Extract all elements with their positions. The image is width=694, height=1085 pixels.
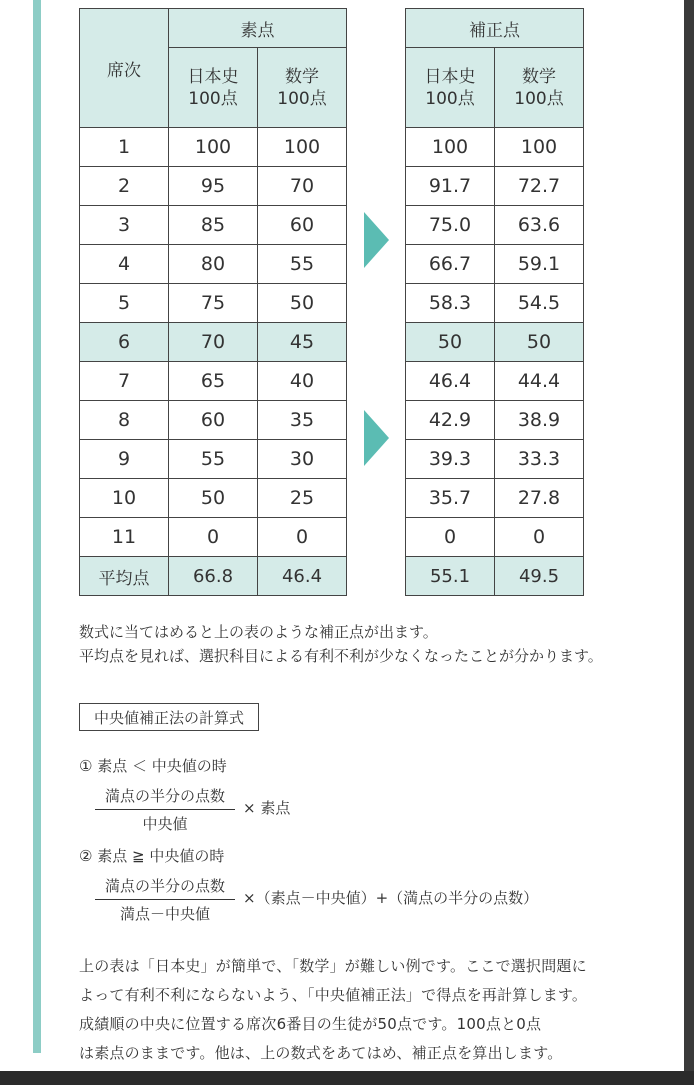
rank-cell: 6 [80, 323, 169, 362]
raw-japanese-history-cell: 100 [169, 128, 258, 167]
corrected-japanese-history-cell: 58.3 [406, 284, 495, 323]
table-row [80, 206, 584, 245]
raw-japanese-history-cell: 95 [169, 167, 258, 206]
case1-condition: ① 素点 ＜ 中央値の時 [79, 757, 227, 775]
arrow-right-icon [364, 212, 389, 268]
rank-cell: 9 [80, 440, 169, 479]
corrected-japanese-history-cell: 66.7 [406, 245, 495, 284]
raw-japanese-history-average: 66.8 [169, 557, 258, 596]
rank-cell: 1 [80, 128, 169, 167]
table-row [80, 479, 584, 518]
raw-japanese-history-cell: 75 [169, 284, 258, 323]
median-row [80, 323, 584, 362]
rank-cell: 5 [80, 284, 169, 323]
raw-math-cell: 50 [258, 284, 347, 323]
table-row [80, 167, 584, 206]
case2-denominator: 満点－中央値 [119, 905, 210, 923]
average-row [80, 557, 584, 596]
raw-math-cell: 0 [258, 518, 347, 557]
window-edge [684, 0, 694, 1071]
corrected-japanese-history-cell: 50 [406, 323, 495, 362]
table-row [80, 284, 584, 323]
accent-bar [33, 0, 41, 1053]
raw-japanese-history-cell: 80 [169, 245, 258, 284]
raw-math-cell: 100 [258, 128, 347, 167]
raw-math-cell: 40 [258, 362, 347, 401]
table-row [80, 245, 584, 284]
formula-title: 中央値補正法の計算式 [79, 703, 259, 731]
rank-cell: 11 [80, 518, 169, 557]
corrected-japanese-history-cell: 42.9 [406, 401, 495, 440]
case2-tail: ×（素点－中央値）+（満点の半分の点数） [243, 889, 539, 907]
rank-cell: 7 [80, 362, 169, 401]
caption-line-2: 平均点を見れば、選択科目による有利不利が少なくなったことが分かります。 [79, 647, 603, 665]
table-row [80, 518, 584, 557]
raw-japanese-history-cell: 70 [169, 323, 258, 362]
raw-japanese-history-cell: 0 [169, 518, 258, 557]
rank-cell: 10 [80, 479, 169, 518]
corrected-subject-math: 数学 100点 [495, 48, 584, 128]
raw-japanese-history-cell: 60 [169, 401, 258, 440]
corrected-japanese-history-cell: 91.7 [406, 167, 495, 206]
corrected-math-cell: 50 [495, 323, 584, 362]
table-row [80, 440, 584, 479]
corrected-japanese-history-average: 55.1 [406, 557, 495, 596]
rank-cell: 3 [80, 206, 169, 245]
paragraph-line-1: 上の表は「日本史」が簡単で、「数学」が難しい例です。ここで選択問題に [79, 957, 587, 975]
corrected-math-average: 49.5 [495, 557, 584, 596]
rank-cell: 4 [80, 245, 169, 284]
corrected-math-cell: 38.9 [495, 401, 584, 440]
raw-japanese-history-cell: 65 [169, 362, 258, 401]
raw-math-cell: 55 [258, 245, 347, 284]
raw-japanese-history-cell: 50 [169, 479, 258, 518]
corrected-japanese-history-cell: 39.3 [406, 440, 495, 479]
table-row [80, 362, 584, 401]
raw-math-cell: 30 [258, 440, 347, 479]
raw-score-header: 素点 [169, 9, 347, 48]
caption-line-1: 数式に当てはめると上の表のような補正点が出ます。 [79, 623, 438, 641]
corrected-math-cell: 33.3 [495, 440, 584, 479]
bottom-bar [0, 1071, 694, 1085]
corrected-math-cell: 72.7 [495, 167, 584, 206]
raw-math-average: 46.4 [258, 557, 347, 596]
raw-math-cell: 60 [258, 206, 347, 245]
corrected-japanese-history-cell: 35.7 [406, 479, 495, 518]
corrected-japanese-history-cell: 46.4 [406, 362, 495, 401]
corrected-japanese-history-cell: 75.0 [406, 206, 495, 245]
score-table [79, 8, 584, 596]
raw-subject-japanese-history: 日本史 100点 [169, 48, 258, 128]
arrow-column [347, 128, 406, 596]
corrected-math-cell: 0 [495, 518, 584, 557]
case1-fraction [95, 785, 235, 834]
table-row [80, 401, 584, 440]
rank-cell: 8 [80, 401, 169, 440]
raw-subject-math: 数学 100点 [258, 48, 347, 128]
arrow-right-icon [364, 410, 389, 466]
corrected-math-cell: 59.1 [495, 245, 584, 284]
raw-math-cell: 70 [258, 167, 347, 206]
table-row [80, 128, 584, 167]
case1-numerator: 満点の半分の点数 [95, 785, 235, 810]
corrected-math-cell: 27.8 [495, 479, 584, 518]
case2-condition: ② 素点 ≧ 中央値の時 [79, 847, 225, 865]
corrected-subject-japanese-history: 日本史 100点 [406, 48, 495, 128]
paragraph-line-3: 成績順の中央に位置する席次6番目の生徒が50点です。100点と0点 [79, 1015, 542, 1033]
raw-math-cell: 25 [258, 479, 347, 518]
average-label: 平均点 [80, 557, 169, 596]
case2-fraction [95, 875, 235, 924]
corrected-japanese-history-cell: 0 [406, 518, 495, 557]
raw-japanese-history-cell: 85 [169, 206, 258, 245]
header-gap [347, 9, 406, 128]
corrected-math-cell: 54.5 [495, 284, 584, 323]
rank-header: 席次 [80, 9, 169, 128]
paragraph-line-4: は素点のままです。他は、上の数式をあてはめ、補正点を算出します。 [79, 1044, 563, 1062]
raw-japanese-history-cell: 55 [169, 440, 258, 479]
rank-cell: 2 [80, 167, 169, 206]
paragraph-line-2: よって有利不利にならないよう、「中央値補正法」で得点を再計算します。 [79, 986, 588, 1004]
case1-tail: × 素点 [243, 799, 291, 817]
corrected-math-cell: 100 [495, 128, 584, 167]
corrected-score-header: 補正点 [406, 9, 584, 48]
corrected-japanese-history-cell: 100 [406, 128, 495, 167]
raw-math-cell: 45 [258, 323, 347, 362]
raw-math-cell: 35 [258, 401, 347, 440]
corrected-math-cell: 44.4 [495, 362, 584, 401]
case2-numerator: 満点の半分の点数 [95, 875, 235, 900]
case1-denominator: 中央値 [142, 815, 188, 833]
corrected-math-cell: 63.6 [495, 206, 584, 245]
